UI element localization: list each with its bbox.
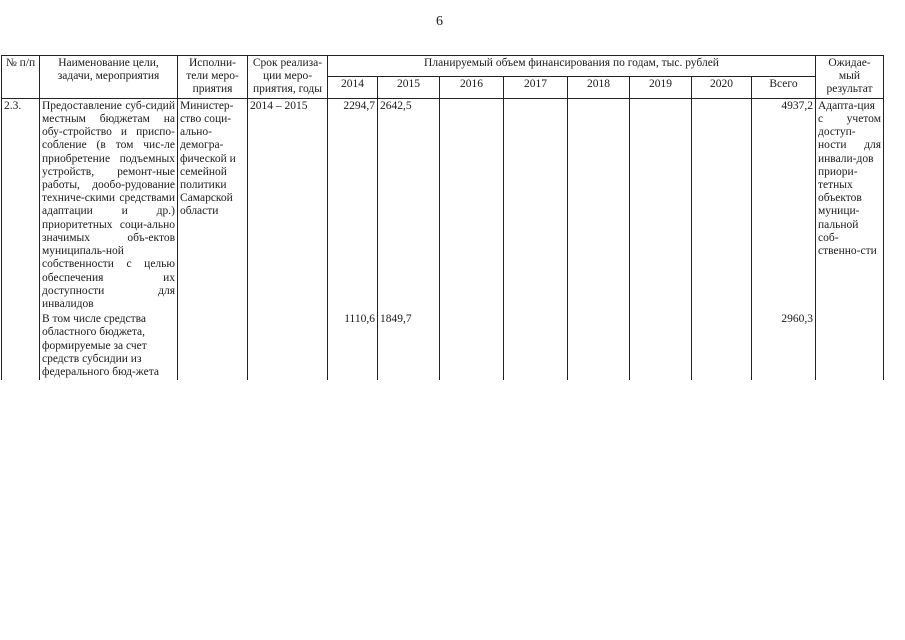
row-num <box>2 312 40 380</box>
row-result <box>816 312 884 380</box>
row-value-2014: 1110,6 <box>328 312 378 380</box>
row-value-2015: 1849,7 <box>378 312 440 380</box>
row-num: 2.3. <box>2 98 40 312</box>
row-value-2018 <box>568 312 630 380</box>
header-year: 2018 <box>568 77 630 98</box>
header-term: Срок реализа-ции меро-приятия, годы <box>248 56 328 99</box>
header-funding: Планируемый объем финансирования по годам, тыс. рублей <box>328 56 816 77</box>
row-result: Адапта-ция с учетом доступ-ности для инвали-дов приори-тетных объектов муници-пальной соб-ственно-сти <box>816 98 884 312</box>
row-value-2016 <box>440 312 504 380</box>
header-total: Всего <box>752 77 816 98</box>
row-name: В том числе средства областного бюджета, формируемые за счет средств субсидии из федерального бюд-жета <box>40 312 178 380</box>
table-row <box>2 98 884 312</box>
header-year: 2015 <box>378 77 440 98</box>
row-value-2019 <box>630 312 692 380</box>
header-num: № п/п <box>2 56 40 99</box>
page-number: 6 <box>436 14 443 29</box>
row-value-total: 4937,2 <box>752 98 816 312</box>
row-value-2014: 2294,7 <box>328 98 378 312</box>
header-year: 2016 <box>440 77 504 98</box>
row-term <box>248 312 328 380</box>
header-year: 2017 <box>504 77 568 98</box>
row-value-total: 2960,3 <box>752 312 816 380</box>
row-term: 2014 – 2015 <box>248 98 328 312</box>
row-value-2018 <box>568 98 630 312</box>
row-value-2020 <box>692 312 752 380</box>
row-value-2017 <box>504 312 568 380</box>
row-value-2020 <box>692 98 752 312</box>
row-value-2016 <box>440 98 504 312</box>
row-value-2015: 2642,5 <box>378 98 440 312</box>
header-year: 2014 <box>328 77 378 98</box>
financing-table <box>1 55 884 380</box>
header-executor: Исполни-тели меро-приятия <box>178 56 248 99</box>
header-year: 2020 <box>692 77 752 98</box>
header-name: Наименование цели, задачи, мероприятия <box>40 56 178 99</box>
row-name: Предоставление суб-сидий местным бюджетам на обу-стройство и приспо-собление (в том чис-ле приобретение подъемных устройств, ремонт-ные работы, дообо-рудование техниче-скими средствами адаптации и др.) приоритетных соци-ально значимых объ-ектов муниципаль-ной собственности с целью обеспечения их доступности для инвалидов <box>40 98 178 312</box>
row-value-2019 <box>630 98 692 312</box>
header-year: 2019 <box>630 77 692 98</box>
header-result: Ожидае-мый результат <box>816 56 884 99</box>
row-value-2017 <box>504 98 568 312</box>
row-executor <box>178 312 248 380</box>
row-executor: Министер-ство соци-ально-демогра-фической и семейной политики Самарской области <box>178 98 248 312</box>
header-row <box>2 56 884 77</box>
table-row <box>2 312 884 380</box>
